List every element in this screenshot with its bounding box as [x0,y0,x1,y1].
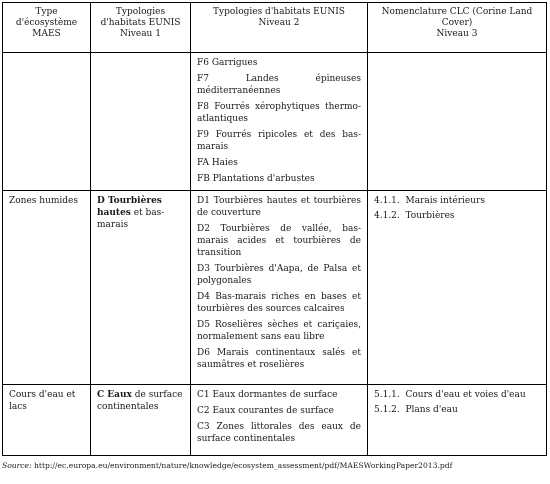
eunis1-label: et bas-marais [97,208,165,230]
cell-eunis-level-2 [191,191,368,385]
table-row [3,191,547,385]
table-row [3,385,547,456]
cell-maes-type [3,191,91,385]
eunis2-habitat: D4 Bas-marais riches en bases et tourbières des sources calcaires [197,292,361,314]
eunis2-habitat: C3 Zones littorales des eaux de surface continentales [197,422,361,444]
header-maes-type: Type d'écosystème MAES [3,3,91,53]
eunis2-habitat: FB Plantations d'arbustes [197,174,315,184]
source-note [2,461,546,471]
source-url: http://ec.europa.eu/environment/nature/knowledge/ecosystem_assessment/pdf/MAESWorkingPaper2013.pdf [31,461,453,470]
eunis2-habitat: C2 Eaux courantes de surface [197,406,335,416]
cell-clc-level-3 [368,385,547,456]
cell-eunis-level-1 [91,53,191,191]
source-label: Source: [2,461,32,470]
eunis2-habitat: D3 Tourbières d'Aapa, de Palsa et polygonales [197,264,361,286]
eunis2-habitat: FA Haies [197,158,238,168]
maes-type-label: Cours d'eau et lacs [9,390,76,412]
clc-class: 4.1.1. Marais intérieurs [374,196,485,206]
cell-maes-type [3,53,91,191]
header-eunis-level-2: Typologies d'habitats EUNIS Niveau 2 [191,3,368,53]
eunis2-habitat: F6 Garrigues [197,58,258,68]
cell-clc-level-3 [368,191,547,385]
cell-clc-level-3 [368,53,547,191]
cell-eunis-level-2 [191,53,368,191]
eunis2-habitat: D5 Roselières sèches et cariçaies, normalement sans eau libre [197,320,361,342]
clc-class: 5.1.2. Plans d'eau [374,405,458,415]
eunis2-habitat: D6 Marais continentaux salés et saumâtres et roselières [197,348,361,370]
eunis1-code: D Tourbières hautes [97,196,162,218]
eunis1-code: C Eaux [97,390,132,400]
eunis1-label: de surface continentales [97,390,183,412]
maes-type-label: Zones humides [9,196,78,206]
eunis2-habitat: D2 Tourbières de vallée, bas-marais acides et tourbières de transition [197,224,361,258]
header-eunis-level-1: Typologies d'habitats EUNIS Niveau 1 [91,3,191,53]
table-row [3,53,547,191]
maes-habitat-table [2,2,547,456]
cell-eunis-level-1 [91,385,191,456]
cell-eunis-level-2 [191,385,368,456]
header-row [3,3,547,53]
eunis2-habitat: F7 Landes épineuses méditerranéennes [197,74,361,96]
eunis2-habitat: D1 Tourbières hautes et tourbières de couverture [197,196,361,218]
clc-class: 5.1.1. Cours d'eau et voies d'eau [374,390,526,400]
header-clc-level-3: Nomenclature CLC (Corine Land Cover) Niveau 3 [368,3,547,53]
page [2,2,546,471]
cell-maes-type [3,385,91,456]
eunis2-habitat: F9 Fourrés ripicoles et des bas-marais [197,130,361,152]
eunis2-habitat: F8 Fourrés xérophytiques thermo-atlantiques [197,102,361,124]
eunis2-habitat: C1 Eaux dormantes de surface [197,390,338,400]
cell-eunis-level-1 [91,191,191,385]
clc-class: 4.1.2. Tourbières [374,211,455,221]
